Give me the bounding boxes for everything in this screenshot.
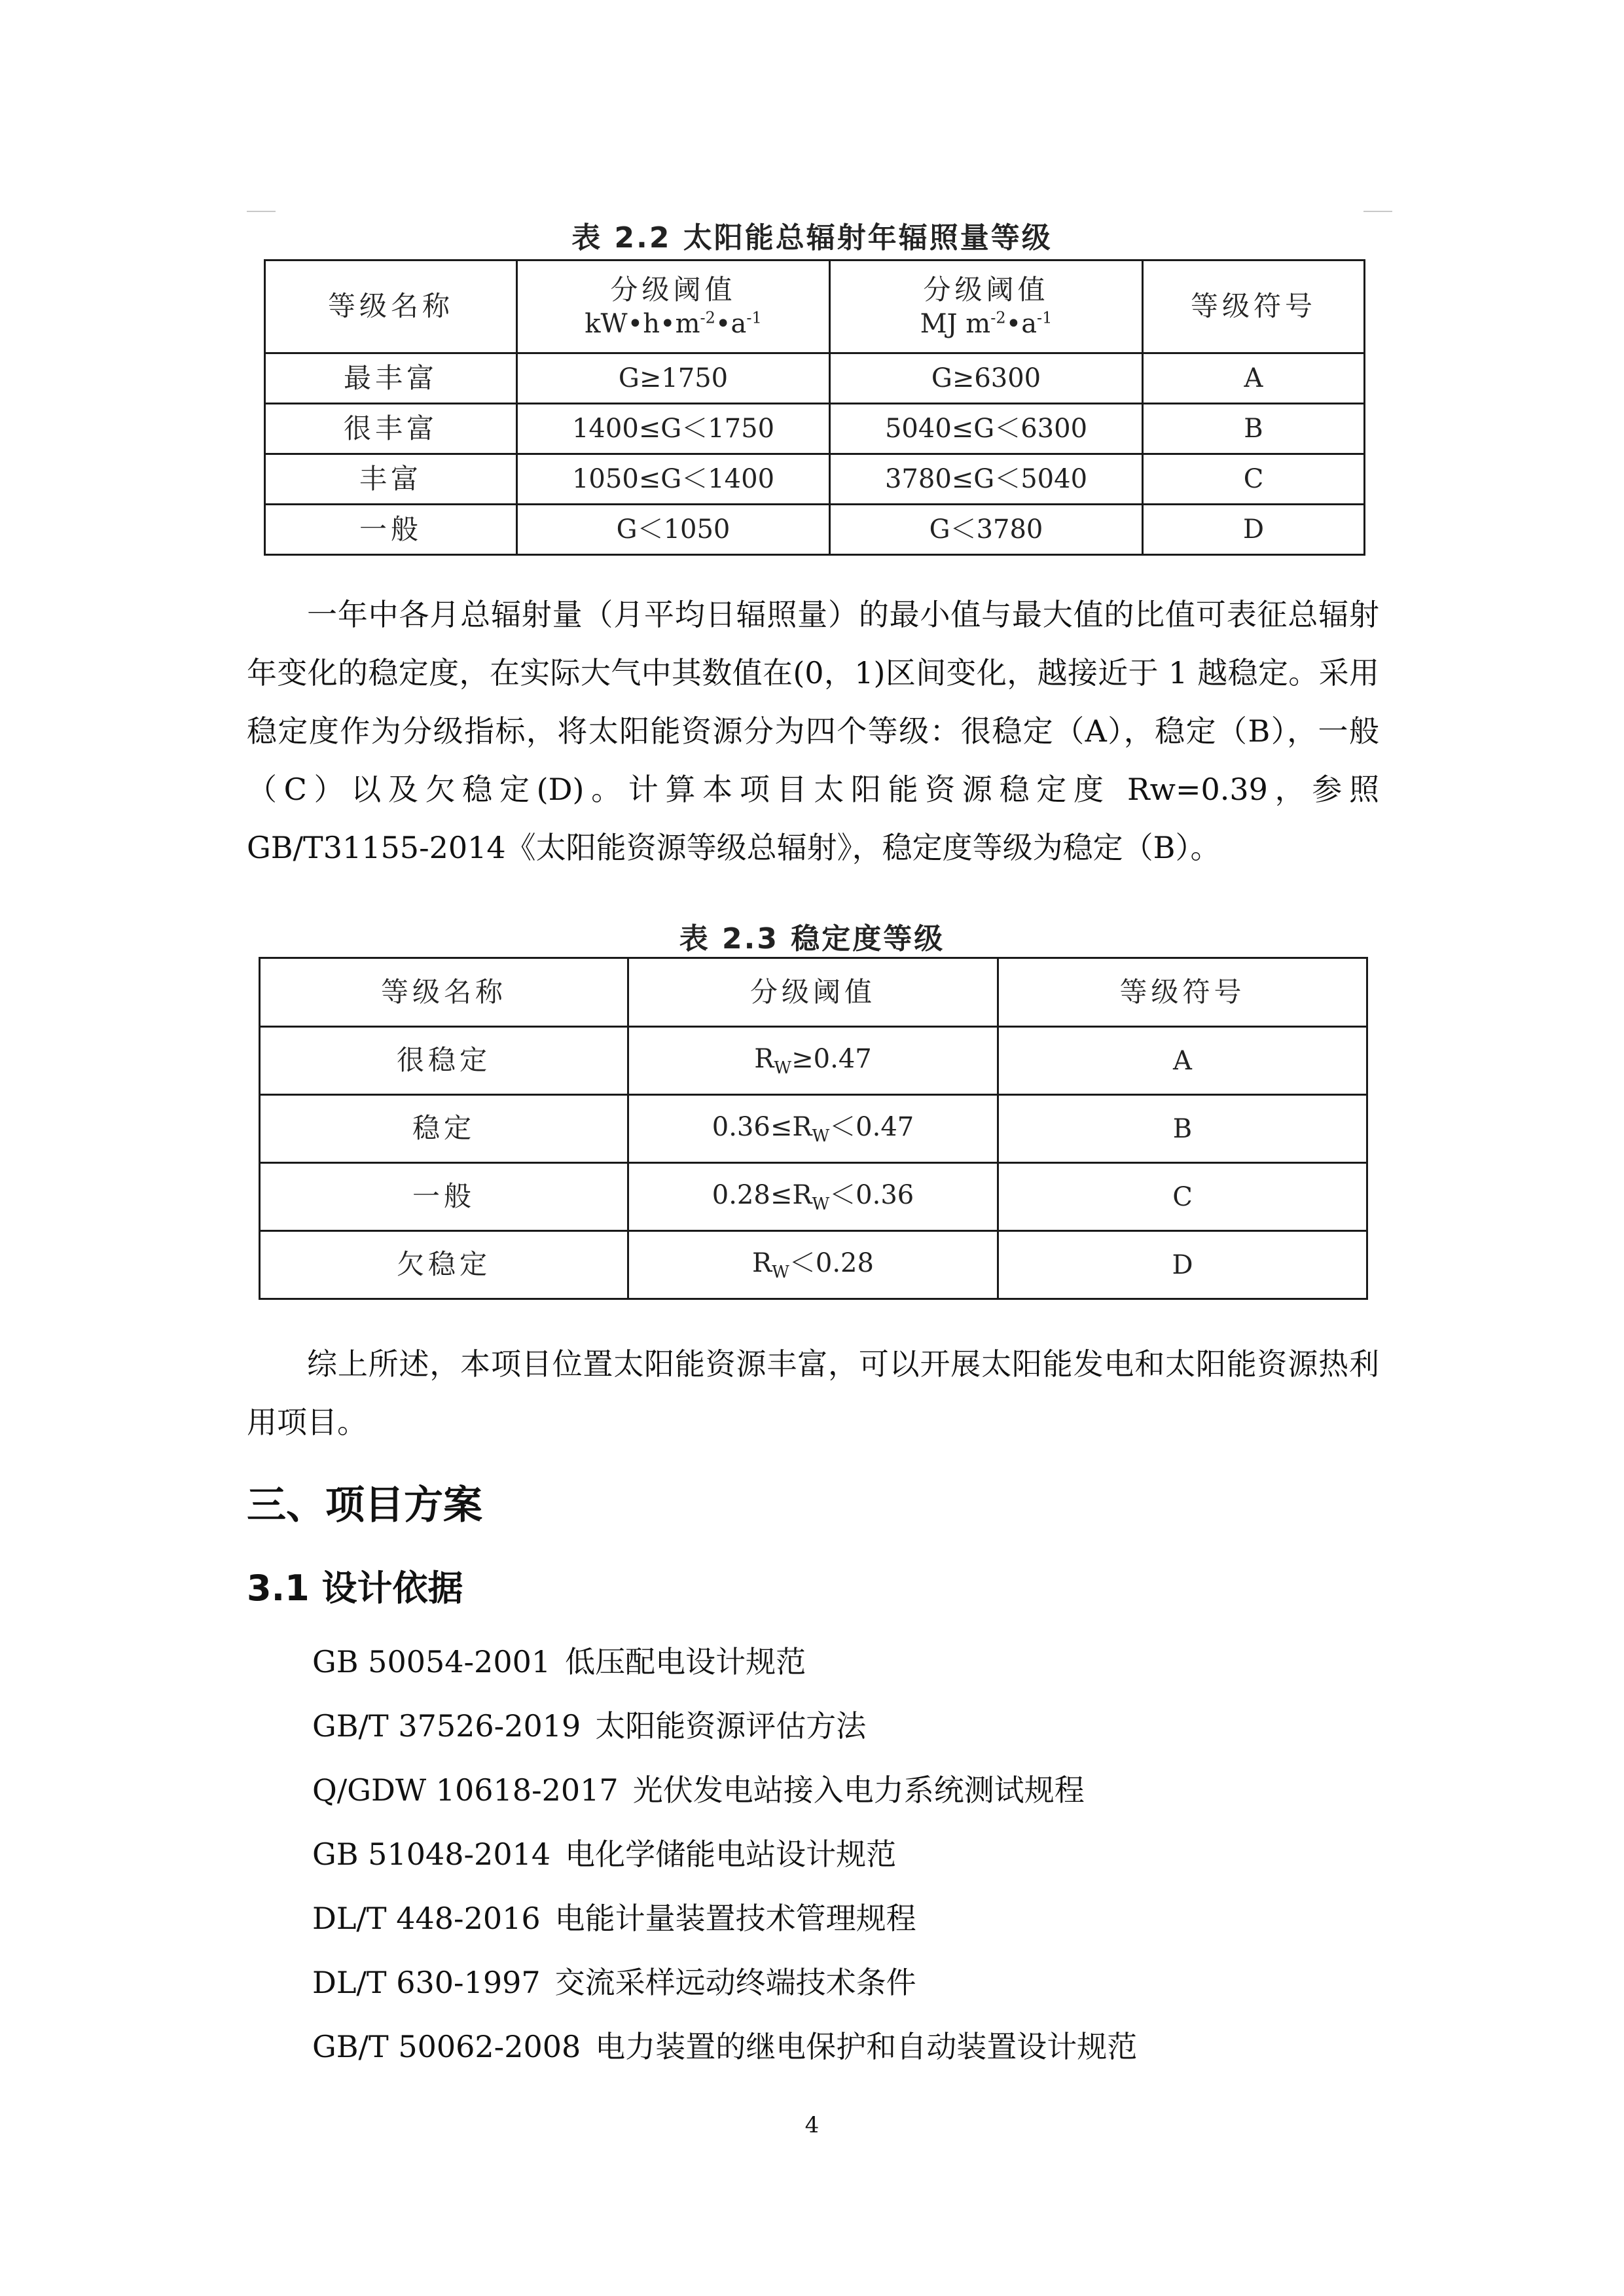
table-row (265, 505, 1365, 555)
threshold-mj-cell: G≥6300 (830, 353, 1143, 404)
threshold-subscript: W (812, 1126, 830, 1146)
threshold-mj-cell: 5040≤G＜6300 (830, 404, 1143, 454)
list-item (312, 1950, 1137, 2015)
threshold-suffix: ＜0.28 (789, 1247, 874, 1278)
grade-name-cell: 稳定 (260, 1095, 628, 1163)
threshold-subscript: W (812, 1194, 830, 1214)
header-threshold: 分级阈值 (628, 958, 998, 1027)
standard-code: GB/T 50062-2008 (312, 2029, 581, 2064)
grade-name-cell: 很丰富 (265, 404, 517, 454)
corner-mark-left (247, 211, 276, 212)
threshold-cell (628, 1231, 998, 1299)
threshold-suffix: ≥0.47 (791, 1043, 872, 1074)
paragraph-stability: 一年中各月总辐射量（月平均日辐照量）的最小值与最大值的比值可表征总辐射年变化的稳定度，在实际大气中其数值在(0，1)区间变化，越接近于 1 越稳定。采用稳定度作为分级指标，将太阳能资源分为四个等级：很稳定（A），稳定（B），一般（C）以及欠稳定(D)。计算本项目太阳能资源稳定度 Rw=0.39，参照 GB/T31155-2014《太阳能资源等级总辐射》，稳定度等级为稳定（B）。 (247, 597, 1379, 865)
standard-title: 光伏发电站接入电力系统测试规程 (632, 1772, 1085, 1808)
header-threshold-kwh-label: 分级阈值 (610, 274, 736, 306)
table-2-3-caption: 表 2.3 稳定度等级 (679, 922, 945, 956)
threshold-mj-cell: G＜3780 (830, 505, 1143, 555)
grade-symbol-cell: B (1143, 404, 1365, 454)
threshold-prefix: R (754, 1043, 774, 1074)
standard-title: 电力装置的继电保护和自动装置设计规范 (595, 2029, 1138, 2064)
header-unit-mj: MJ $m^{-2}•a^{-1}$ (920, 308, 1053, 339)
standard-code: GB/T 37526-2019 (312, 1708, 581, 1744)
header-grade-symbol: 等级符号 (1143, 260, 1365, 353)
table-row (260, 1027, 1367, 1095)
grade-symbol-cell: B (998, 1095, 1367, 1163)
table-2-3 (259, 957, 1368, 1300)
threshold-suffix: ＜0.47 (829, 1111, 914, 1142)
grade-name-cell: 最丰富 (265, 353, 517, 404)
grade-name-cell: 欠稳定 (260, 1231, 628, 1299)
grade-symbol-cell: D (1143, 505, 1365, 555)
grade-symbol-cell: C (998, 1163, 1367, 1231)
threshold-cell (628, 1027, 998, 1095)
paragraph-summary: 综上所述，本项目位置太阳能资源丰富，可以开展太阳能发电和太阳能资源热利用项目。 (247, 1346, 1379, 1440)
table-2-2 (264, 259, 1365, 556)
threshold-prefix: 0.28≤R (712, 1179, 812, 1210)
standard-code: GB 50054-2001 (312, 1644, 551, 1679)
header-grade-name: 等级名称 (260, 958, 628, 1027)
grade-symbol-cell: A (998, 1027, 1367, 1095)
threshold-kwh-cell: G＜1050 (517, 505, 830, 555)
threshold-subscript: W (772, 1262, 789, 1282)
header-threshold-kwh (517, 260, 830, 353)
page-number: 4 (804, 2112, 820, 2138)
grade-symbol-cell: A (1143, 353, 1365, 404)
standard-code: GB 51048-2014 (312, 1837, 551, 1872)
list-item (312, 1758, 1137, 1822)
threshold-cell (628, 1095, 998, 1163)
standard-title: 交流采样远动终端技术条件 (554, 1965, 916, 2000)
standard-code: DL/T 630-1997 (312, 1965, 541, 2000)
threshold-cell (628, 1163, 998, 1231)
list-item (312, 1694, 1137, 1758)
table-row (260, 1231, 1367, 1299)
header-threshold-mj-label: 分级阈值 (923, 274, 1049, 306)
grade-name-cell: 一般 (265, 505, 517, 555)
section-heading: 三、项目方案 (247, 1482, 482, 1528)
table-row (265, 404, 1365, 454)
standard-title: 电能计量装置技术管理规程 (554, 1901, 916, 1936)
header-unit-kwh: $kW•h•m^{-2}•a^{-1}$ (585, 308, 762, 339)
threshold-prefix: 0.36≤R (712, 1111, 812, 1142)
standard-title: 电化学储能电站设计规范 (565, 1837, 897, 1872)
table-header-row (265, 260, 1365, 353)
threshold-kwh-cell: G≥1750 (517, 353, 830, 404)
header-grade-symbol: 等级符号 (998, 958, 1367, 1027)
list-item (312, 1822, 1137, 1886)
grade-name-cell: 丰富 (265, 454, 517, 505)
table-row (265, 353, 1365, 404)
threshold-mj-cell: 3780≤G＜5040 (830, 454, 1143, 505)
table-row (260, 1163, 1367, 1231)
corner-mark-right (1363, 211, 1392, 212)
table-row (265, 454, 1365, 505)
header-grade-name: 等级名称 (265, 260, 517, 353)
subsection-heading: 3.1 设计依据 (247, 1568, 463, 1609)
grade-symbol-cell: C (1143, 454, 1365, 505)
threshold-subscript: W (774, 1058, 792, 1078)
threshold-kwh-cell: 1050≤G＜1400 (517, 454, 830, 505)
list-item (312, 1886, 1137, 1950)
table-2-2-caption: 表 2.2 太阳能总辐射年辐照量等级 (571, 221, 1053, 255)
standard-code: DL/T 448-2016 (312, 1901, 541, 1936)
grade-name-cell: 一般 (260, 1163, 628, 1231)
list-item (312, 1630, 1137, 1694)
standard-title: 低压配电设计规范 (565, 1644, 806, 1679)
table-row (260, 1095, 1367, 1163)
list-item (312, 2015, 1137, 2079)
table-header-row (260, 958, 1367, 1027)
threshold-suffix: ＜0.36 (829, 1179, 914, 1210)
threshold-kwh-cell: 1400≤G＜1750 (517, 404, 830, 454)
grade-symbol-cell: D (998, 1231, 1367, 1299)
threshold-prefix: R (752, 1247, 772, 1278)
standard-code: Q/GDW 10618-2017 (312, 1772, 619, 1808)
grade-name-cell: 很稳定 (260, 1027, 628, 1095)
standard-title: 太阳能资源评估方法 (595, 1708, 867, 1744)
reference-list (312, 1630, 1137, 2079)
header-threshold-mj (830, 260, 1143, 353)
